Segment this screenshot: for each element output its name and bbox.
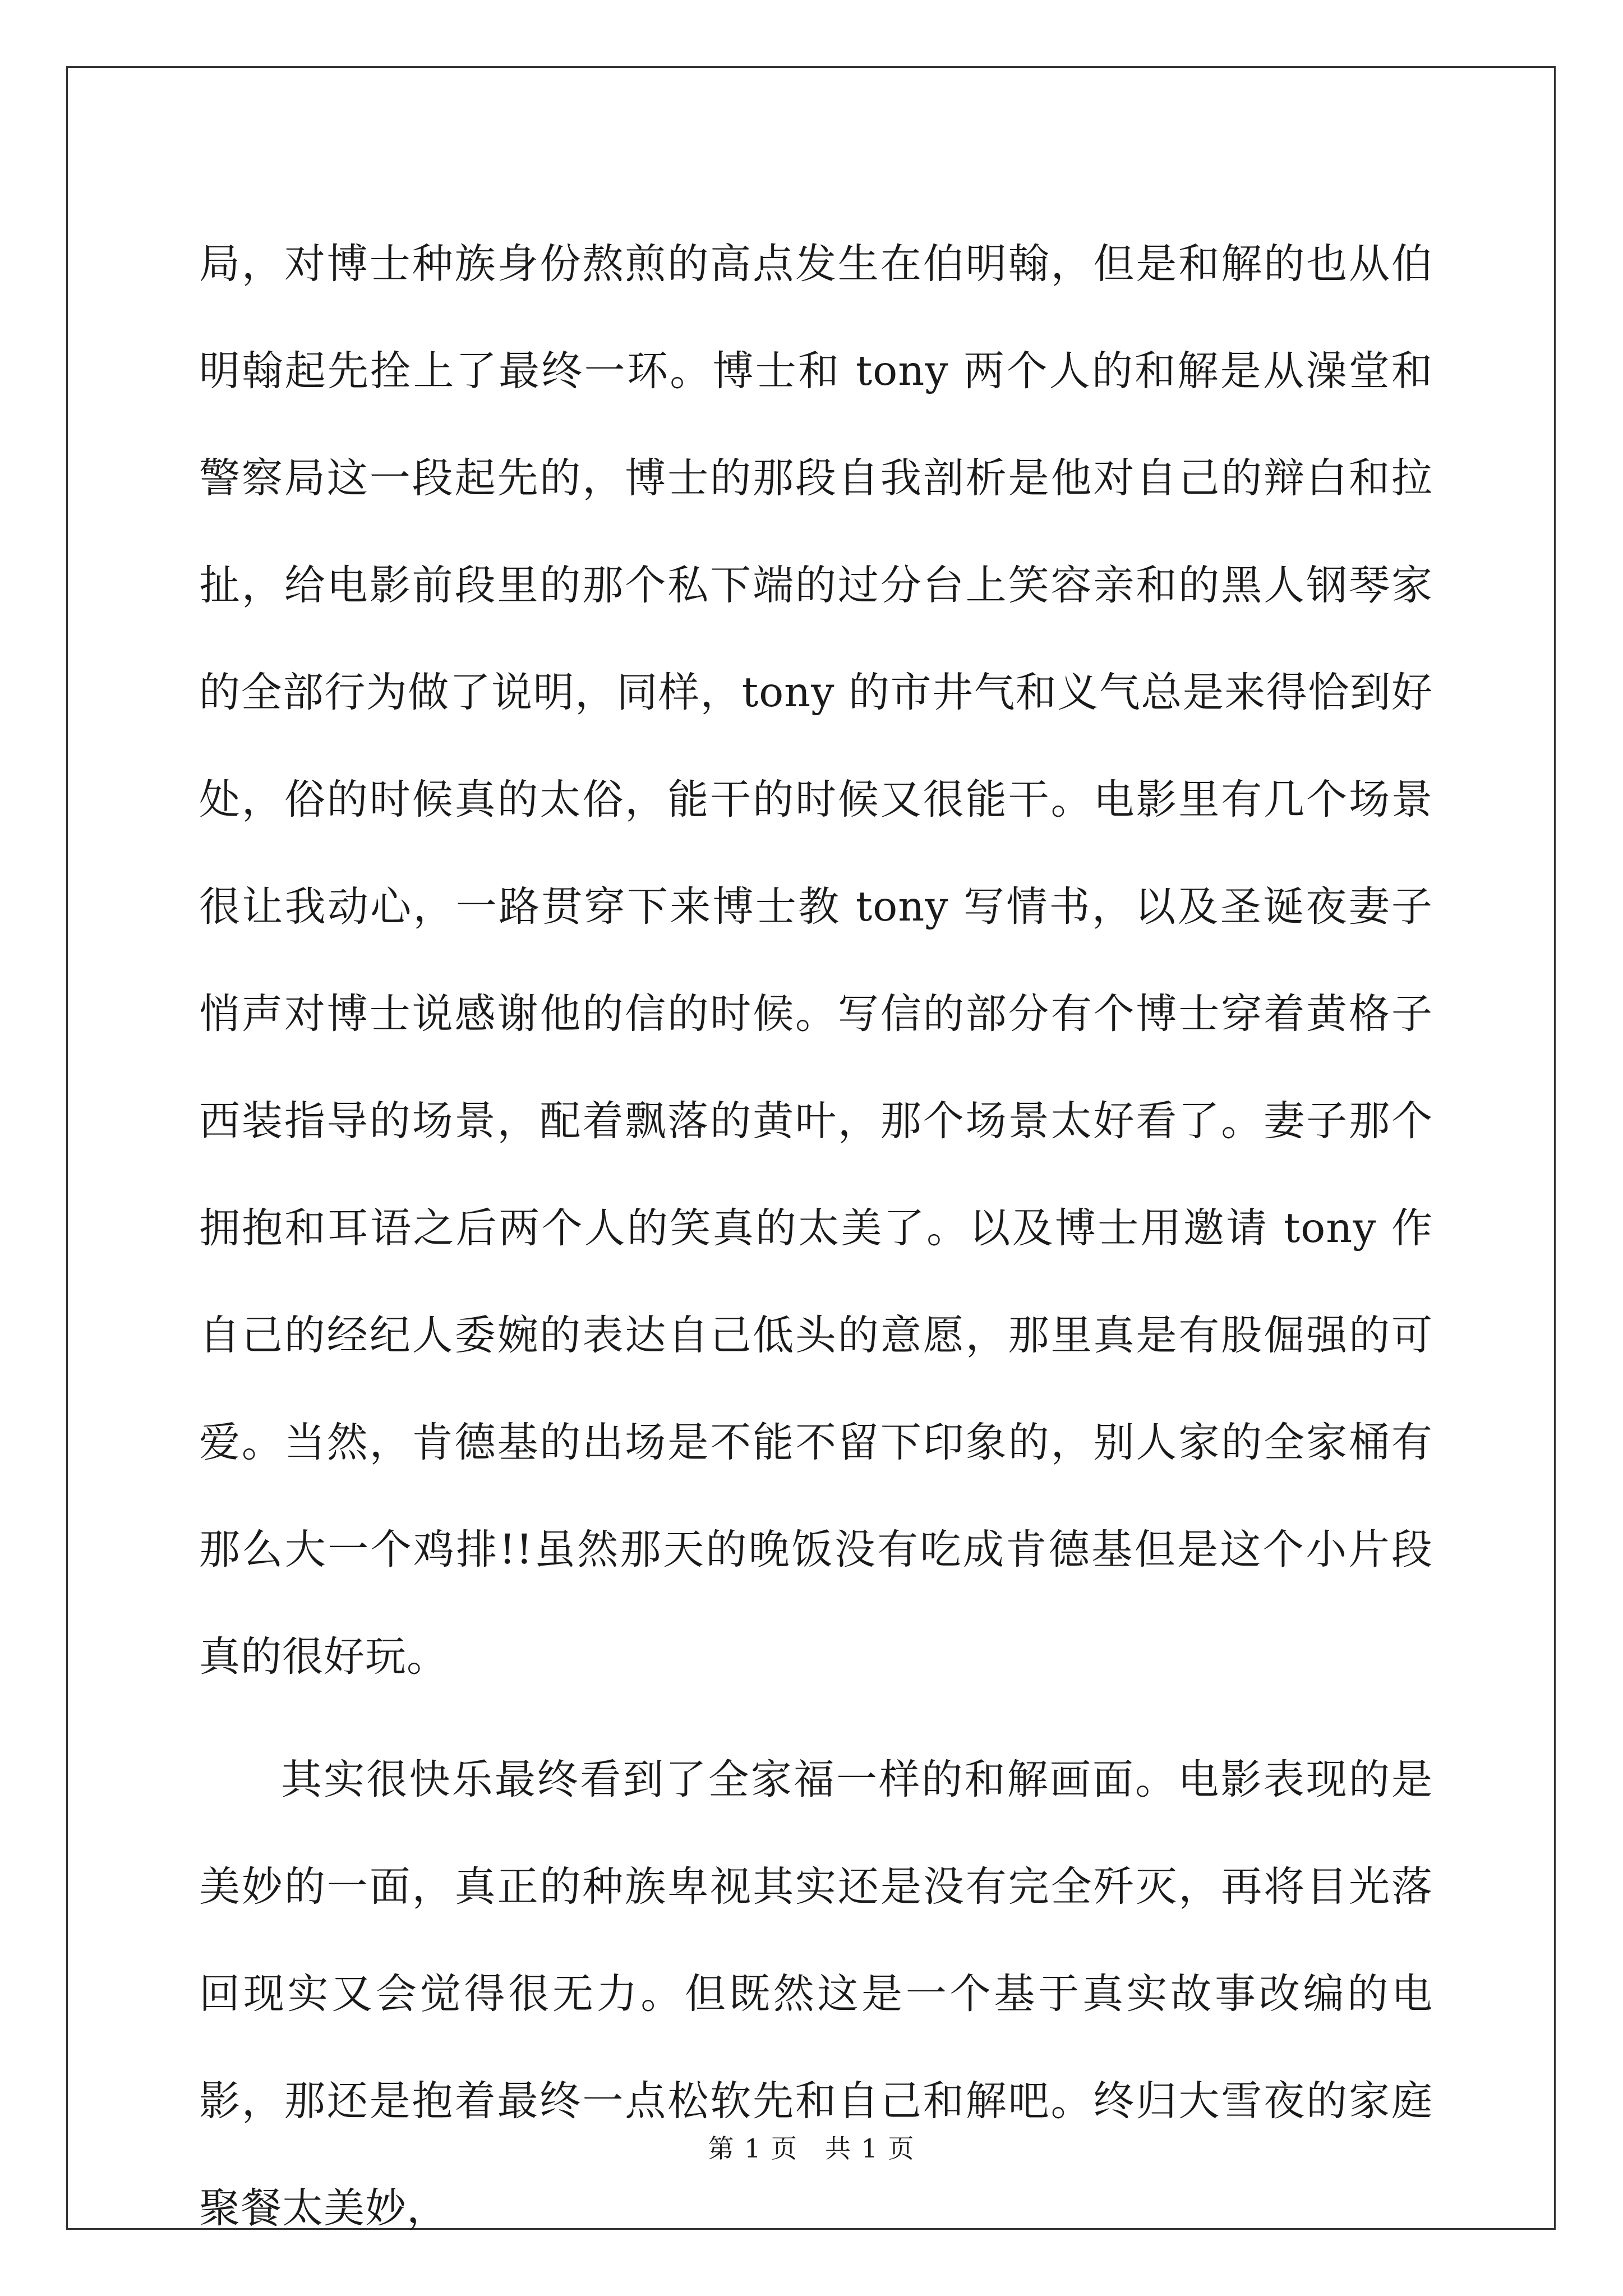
page-number-footer: 第 1 页 共 1 页 — [708, 2133, 915, 2164]
document-body — [199, 210, 1433, 2262]
paragraph-continuation: 局，对博士种族身份熬煎的高点发生在伯明翰，但是和解的也从伯明翰起先拴上了最终一环。博士和 tony 两个人的和解是从澡堂和警察局这一段起先的，博士的那段自我剖析是他对自己的辩白和拉扯，给电影前段里的那个私下端的过分台上笑容亲和的黑人钢琴家的全部行为做了说明，同样，tony 的市井气和义气总是来得恰到好处，俗的时候真的太俗，能干的时候又很能干。电影里有几个场景很让我动心，一路贯穿下来博士教 tony 写情书，以及圣诞夜妻子悄声对博士说感谢他的信的时候。写信的部分有个博士穿着黄格子西装指导的场景，配着飘落的黄叶，那个场景太好看了。妻子那个拥抱和耳语之后两个人的笑真的太美了。以及博士用邀请 tony 作自己的经纪人委婉的表达自己低头的意愿，那里真是有股倔强的可爱。当然，肯德基的出场是不能不留下印象的，别人家的全家桶有那么大一个鸡排!!虽然那天的晚饭没有吃成肯德基但是这个小片段真的很好玩。 — [199, 240, 1433, 1681]
paragraph: 其实很快乐最终看到了全家福一样的和解画面。电影表现的是美妙的一面，真正的种族卑视其实还是没有完全歼灭，再将目光落回现实又会觉得很无力。但既然这是一个基于真实故事改编的电影，那还是抱着最终一点松软先和自己和解吧。终归大雪夜的家庭聚餐太美妙， — [199, 1756, 1433, 2232]
